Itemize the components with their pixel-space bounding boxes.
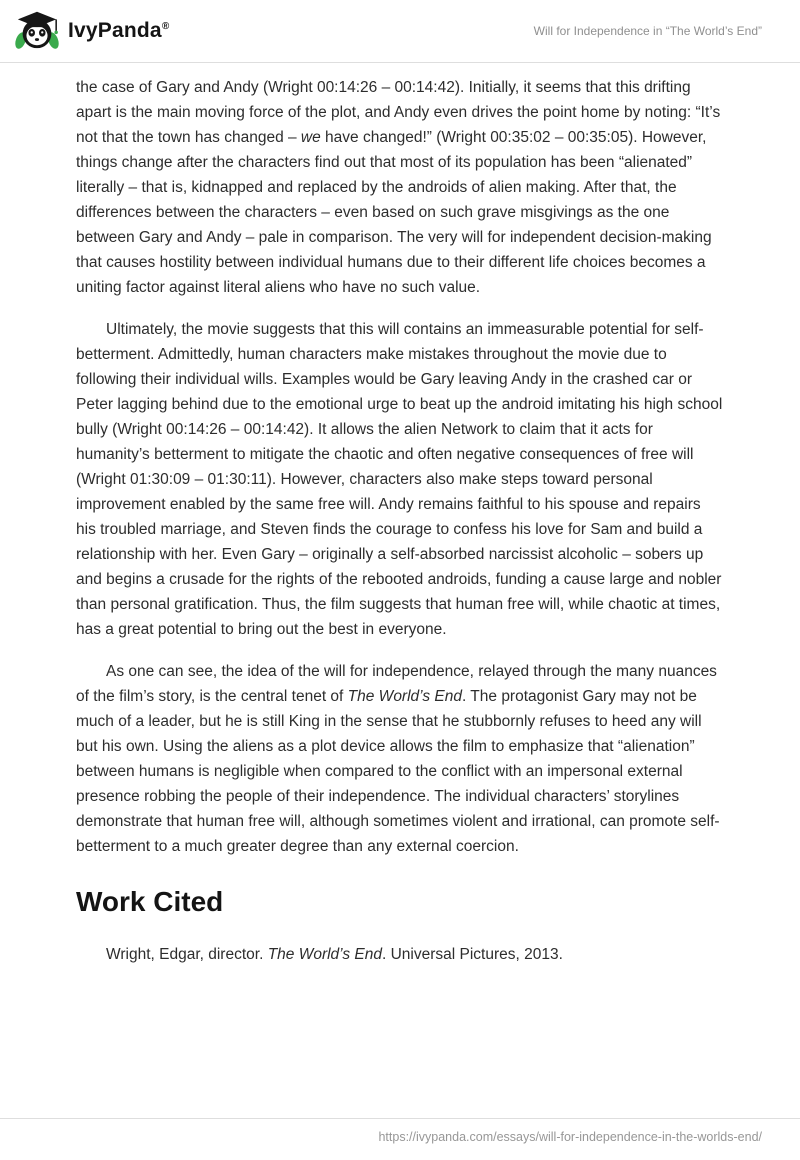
brand [14, 6, 169, 57]
ivypanda-logo-icon [14, 6, 60, 57]
article [76, 63, 724, 967]
document-title: Will for Independence in “The World’s End” [533, 24, 762, 38]
header [0, 0, 800, 63]
registered-mark: ® [161, 21, 170, 32]
footer [0, 1118, 800, 1160]
citation: Wright, Edgar, director. The World’s End. Universal Pictures, 2013. [106, 946, 563, 963]
paragraph: the case of Gary and Andy (Wright 00:14:26 – 00:14:42). Initially, it seems that this drifting apart is the main moving force of the plot, and Andy even drives the point home by noting: “It’s not that the town has changed – we have changed!” (Wright 00:35:02 – 00:35:05). However, things change after the characters find out that most of its population has been “alienated” literally – that is, kidnapped and replaced by the androids of alien making. After that, the differences between the characters – even based on such grave misgivings as the one between Gary and Andy – pale in comparison. The very will for independent decision-making that causes hostility between individual humans due to their different life choices becomes a uniting factor against literal aliens who have no such value. [76, 79, 721, 296]
paragraph: As one can see, the idea of the will for independence, relayed through the many nuances of the film’s story, is the central tenet of The World’s End. The protagonist Gary may not be much of a leader, but he is still King in the sense that he stubbornly refuses to heed any will but his own. Using the aliens as a plot device allows the film to emphasize that “alienation” between humans is negligible when compared to the conflict with an impersonal external presence robbing the people of their independence. The individual characters’ storylines demonstrate that human free will, although sometimes violent and irrational, can promote self-betterment to a much greater degree than any external coercion. [76, 663, 720, 855]
brand-name: IvyPanda® [68, 19, 170, 42]
work-cited-heading: Work Cited [76, 886, 224, 917]
article-body [76, 75, 724, 859]
footer-url-link[interactable]: https://ivypanda.com/essays/will-for-independence-in-the-worlds-end/ [378, 1130, 762, 1144]
paragraph: Ultimately, the movie suggests that this will contains an immeasurable potential for self-betterment. Admittedly, human characters make mistakes throughout the movie due to following their individual wills. Examples would be Gary leaving Andy in the crashed car or Peter lagging behind due to the emotional urge to beat up the android imitating his high school bully (Wright 00:14:26 – 00:14:42). It allows the alien Network to claim that it acts for humanity’s betterment to mitigate the chaotic and often negative consequences of free will (Wright 01:30:09 – 01:30:11). However, characters also make steps toward personal improvement enabled by the same free will. Andy remains faithful to his spouse and repairs his troubled marriage, and Steven finds the courage to confess his love for Sam and build a relationship with her. Even Gary – originally a self-absorbed narcissist alcoholic – sobers up and begins a crusade for the rights of the rebooted androids, funding a cause large and nobler than personal gratification. Thus, the film suggests that human free will, while chaotic at times, has a great potential to bring out the best in everyone. [76, 321, 723, 638]
